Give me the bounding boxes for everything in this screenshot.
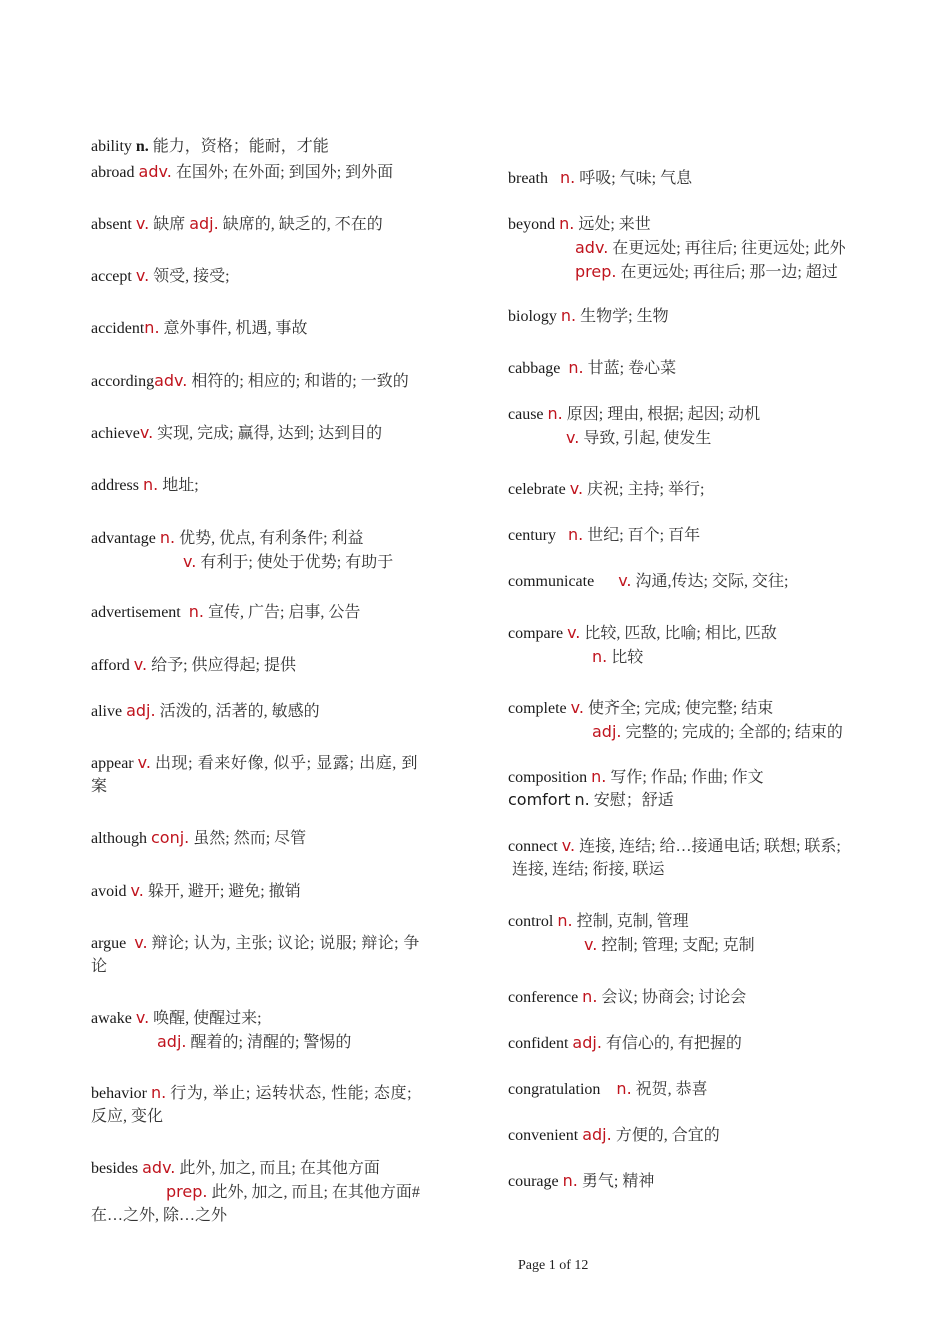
definition: 缺席的, 缺乏的, 不在的 — [222, 216, 383, 233]
headword: cabbage — [508, 360, 561, 377]
part-of-speech: n. — [150, 1083, 167, 1102]
definition: 出现; 看来好像, 似乎; 显露; 出庭, 到 — [154, 755, 419, 772]
definition: 会议; 协商会; 讨论会 — [601, 989, 747, 1006]
definition: 比较, 匹敌, 比喻; 相比, 匹敌 — [584, 625, 777, 642]
part-of-speech: n. — [188, 602, 204, 621]
part-of-speech: prep. — [575, 262, 617, 281]
part-of-speech: v. — [135, 214, 150, 233]
definition: 行为, 举止; 运转状态, 性能; 态度; — [170, 1085, 413, 1102]
headword: advertisement — [91, 604, 181, 621]
headword: comfort — [508, 790, 571, 809]
entry-appear — [91, 751, 418, 798]
definition: 比较 — [611, 649, 644, 666]
headword: besides — [91, 1160, 139, 1177]
part-of-speech: n. — [582, 987, 598, 1006]
headword: complete — [508, 700, 567, 717]
entry-congratulation — [508, 1077, 708, 1101]
definition: 控制; 管理; 支配; 克制 — [601, 937, 755, 954]
definition: 在更远处; 再往后; 往更远处; 此外 — [612, 240, 846, 257]
entry-cause — [508, 402, 760, 450]
headword: advantage — [91, 530, 156, 547]
definition: 缺席 — [153, 216, 190, 233]
headword: afford — [91, 657, 130, 674]
headword: compare — [508, 625, 564, 642]
part-of-speech: n. — [159, 528, 176, 547]
entry-century — [508, 523, 700, 547]
headword: connect — [508, 838, 558, 855]
entry-afford — [91, 653, 296, 677]
entry-cabbage — [508, 356, 676, 380]
part-of-speech: adv. — [154, 371, 188, 390]
definition: 有利于; 使处于优势; 有助于 — [200, 554, 394, 571]
entry-avoid — [91, 879, 301, 903]
part-of-speech: n. — [144, 318, 160, 337]
part-of-speech: n. — [616, 1079, 632, 1098]
part-of-speech: v. — [561, 836, 576, 855]
entry-convenient — [508, 1123, 720, 1147]
part-of-speech: n. — [559, 214, 575, 233]
headword: behavior — [91, 1085, 147, 1102]
definition: 实现, 完成; 赢得, 达到; 达到目的 — [157, 425, 383, 442]
definition: 连接, 连结; 给…接通电话; 联想; 联系; — [579, 838, 841, 855]
part-of-speech: adv. — [138, 162, 172, 181]
definition: 优势, 优点, 有利条件; 利益 — [179, 530, 364, 547]
definition: 世纪; 百个; 百年 — [587, 527, 701, 544]
part-of-speech: v. — [134, 933, 148, 952]
part-of-speech: n. — [591, 767, 607, 786]
headword: control — [508, 913, 554, 930]
headword: celebrate — [508, 481, 566, 498]
definition: 能力，资格；能耐，才能 — [152, 138, 329, 155]
entry-accept — [91, 264, 230, 288]
definition: 活泼的, 活著的, 敏感的 — [159, 703, 320, 720]
part-of-speech: v. — [569, 479, 584, 498]
part-of-speech: adj. — [126, 701, 156, 720]
definition: 有信心的, 有把握的 — [605, 1035, 742, 1052]
part-of-speech: v. — [566, 428, 580, 447]
definition: 躲开, 避开; 避免; 撤销 — [147, 883, 301, 900]
entry-achieve — [91, 421, 382, 445]
entry-ability — [91, 135, 329, 158]
definition: 醒着的; 清醒的; 警惕的 — [190, 1034, 352, 1051]
entry-advantage — [91, 526, 393, 574]
part-of-speech: adj. — [189, 214, 219, 233]
definition-continued: 论 — [91, 958, 108, 975]
definition: 宣传, 广告; 启事, 公告 — [207, 604, 361, 621]
definition-continued: 在…之外, 除…之外 — [91, 1207, 228, 1224]
part-of-speech: v. — [137, 753, 151, 772]
page-number: Page 1 of 12 — [518, 1258, 589, 1273]
definition: 领受, 接受; — [153, 268, 230, 285]
entry-besides — [91, 1156, 420, 1227]
definition: 此外, 加之, 而且; 在其他方面# — [211, 1184, 420, 1201]
headword: ability — [91, 138, 132, 155]
part-of-speech: v. — [567, 623, 581, 642]
headword: convenient — [508, 1127, 579, 1144]
definition: 安慰；舒适 — [593, 792, 674, 809]
definition: 此外, 加之, 而且; 在其他方面 — [179, 1160, 380, 1177]
entry-complete — [508, 696, 843, 744]
entry-connect — [508, 834, 841, 881]
part-of-speech: adv. — [575, 238, 609, 257]
part-of-speech: n. — [562, 1171, 578, 1190]
part-of-speech: v. — [133, 655, 148, 674]
part-of-speech: v. — [183, 552, 197, 571]
part-of-speech: conj. — [151, 828, 190, 847]
part-of-speech: n. — [568, 358, 584, 377]
entry-courage — [508, 1169, 654, 1193]
part-of-speech: v. — [584, 935, 598, 954]
entry-celebrate — [508, 477, 704, 501]
entry-composition — [508, 765, 764, 789]
headword: communicate — [508, 573, 595, 590]
headword: awake — [91, 1010, 132, 1027]
part-of-speech: prep. — [166, 1182, 208, 1201]
entry-accident — [91, 316, 308, 340]
definition: 庆祝; 主持; 举行; — [587, 481, 705, 498]
part-of-speech: adj. — [572, 1033, 602, 1052]
part-of-speech: adj. — [157, 1032, 187, 1051]
entry-communicate — [508, 569, 788, 593]
definition: 控制, 克制, 管理 — [576, 913, 689, 930]
part-of-speech: n. — [559, 168, 576, 187]
definition: 原因; 理由, 根据; 起因; 动机 — [566, 406, 761, 423]
definition: 写作; 作品; 作曲; 作文 — [610, 769, 764, 786]
headword: cause — [508, 406, 544, 423]
part-of-speech: adv. — [142, 1158, 176, 1177]
headword: accept — [91, 268, 132, 285]
entry-although — [91, 826, 306, 850]
entry-argue — [91, 931, 420, 978]
part-of-speech: n. — [547, 404, 563, 423]
entry-breath — [508, 166, 692, 190]
headword: congratulation — [508, 1081, 601, 1098]
headword: biology — [508, 308, 557, 325]
headword: according — [91, 373, 155, 390]
definition-continued: 连接, 连结; 衔接, 联运 — [508, 861, 665, 878]
headword: avoid — [91, 883, 127, 900]
definition: 辩论; 认为, 主张; 议论; 说服; 辩论; 争 — [151, 935, 420, 952]
definition: 相符的; 相应的; 和谐的; 一致的 — [191, 373, 409, 390]
headword: appear — [91, 755, 134, 772]
definition: 沟通,传达; 交际, 交往; — [635, 573, 789, 590]
entry-abroad — [91, 160, 393, 184]
headword: century — [508, 527, 556, 544]
headword: confident — [508, 1035, 569, 1052]
definition: 唤醒, 使醒过来; — [153, 1010, 262, 1027]
part-of-speech: v. — [130, 881, 144, 900]
entry-conference — [508, 985, 746, 1009]
part-of-speech: n. — [574, 790, 590, 809]
definition: 呼吸; 气味; 气息 — [579, 170, 693, 187]
entry-alive — [91, 699, 320, 723]
headword: accident — [91, 320, 145, 337]
headword: conference — [508, 989, 579, 1006]
headword: although — [91, 830, 147, 847]
headword: alive — [91, 703, 123, 720]
entry-comfort — [508, 788, 674, 812]
part-of-speech: n. — [567, 525, 584, 544]
definition: 给予; 供应得起; 提供 — [151, 657, 297, 674]
definition: 意外事件, 机遇, 事故 — [163, 320, 308, 337]
definition: 使齐全; 完成; 使完整; 结束 — [587, 700, 774, 717]
part-of-speech: n. — [560, 306, 577, 325]
entry-biology — [508, 304, 669, 328]
part-of-speech: adj. — [582, 1125, 612, 1144]
entry-behavior — [91, 1081, 412, 1128]
headword: address — [91, 477, 139, 494]
entry-advertisement — [91, 600, 360, 624]
part-of-speech: v. — [570, 698, 584, 717]
entry-address — [91, 473, 199, 497]
headword: argue — [91, 935, 127, 952]
entry-control — [508, 909, 755, 957]
entry-awake — [91, 1006, 351, 1054]
part-of-speech: n. — [142, 475, 159, 494]
part-of-speech: v. — [139, 423, 154, 442]
definition: 完整的; 完成的; 全部的; 结束的 — [625, 724, 843, 741]
definition: 虽然; 然而; 尽管 — [193, 830, 307, 847]
headword: abroad — [91, 164, 135, 181]
definition-continued: 反应, 变化 — [91, 1108, 164, 1125]
part-of-speech: n. — [135, 138, 149, 155]
part-of-speech: n. — [557, 911, 573, 930]
entry-confident — [508, 1031, 742, 1055]
entry-according — [91, 369, 409, 393]
headword: absent — [91, 216, 132, 233]
headword: achieve — [91, 425, 140, 442]
part-of-speech: v. — [135, 1008, 150, 1027]
definition: 地址; — [162, 477, 199, 494]
definition: 祝贺, 恭喜 — [635, 1081, 708, 1098]
headword: beyond — [508, 216, 556, 233]
headword: composition — [508, 769, 588, 786]
definition: 生物学; 生物 — [580, 308, 669, 325]
entry-compare — [508, 621, 777, 669]
definition: 导致, 引起, 使发生 — [583, 430, 712, 447]
part-of-speech: adj. — [592, 722, 622, 741]
entry-absent — [91, 212, 383, 236]
part-of-speech: v. — [618, 571, 632, 590]
definition: 甘蓝; 卷心菜 — [587, 360, 677, 377]
definition: 远处; 来世 — [578, 216, 651, 233]
part-of-speech: v. — [135, 266, 150, 285]
part-of-speech: n. — [592, 647, 608, 666]
definition: 勇气; 精神 — [581, 1173, 655, 1190]
definition: 在国外; 在外面; 到国外; 到外面 — [175, 164, 394, 181]
definition-continued: 案 — [91, 778, 108, 795]
definition: 方便的, 合宜的 — [615, 1127, 720, 1144]
entry-beyond — [508, 212, 846, 284]
headword: breath — [508, 170, 548, 187]
definition: 在更远处; 再往后; 那一边; 超过 — [620, 264, 838, 281]
headword: courage — [508, 1173, 559, 1190]
